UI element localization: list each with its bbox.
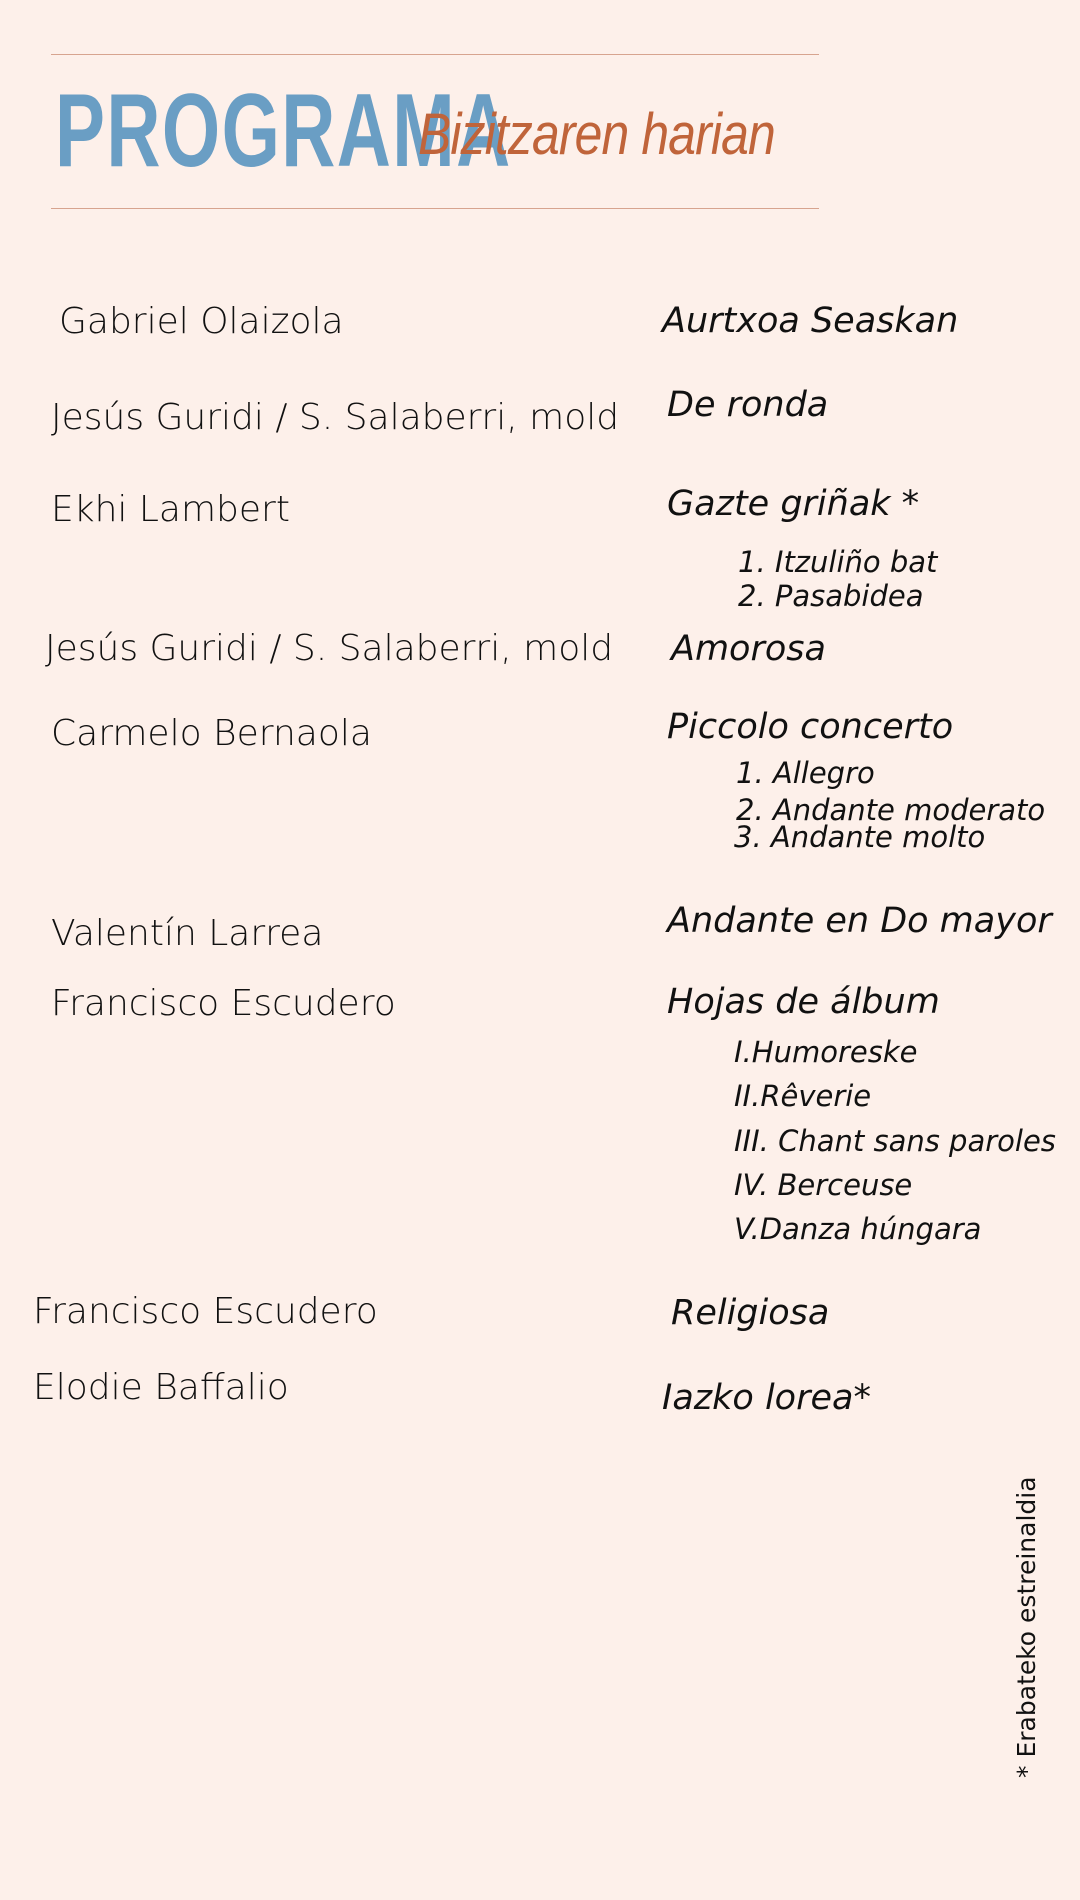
composer-name: Valentín Larrea: [51, 913, 324, 954]
composer-name: Francisco Escudero: [51, 983, 396, 1024]
header-bottom-rule: [51, 208, 819, 209]
work-title: Aurtxoa Seaskan: [662, 301, 959, 341]
work-title: Gazte griñak *: [667, 484, 920, 524]
work-title: Piccolo concerto: [667, 707, 954, 747]
movement-item: 3. Andante molto: [734, 820, 986, 854]
movement-item: IV. Berceuse: [734, 1168, 913, 1202]
composer-name: Ekhi Lambert: [51, 489, 290, 530]
movement-item: I.Humoreske: [734, 1035, 918, 1069]
movement-item: II.Rêverie: [734, 1079, 872, 1113]
composer-name: Jesús Guridi / S. Salaberri, mold: [51, 397, 620, 438]
movement-item: 1. Allegro: [736, 756, 875, 790]
work-title: Andante en Do mayor: [667, 901, 1052, 941]
work-title: De ronda: [667, 385, 829, 425]
movement-item: 1. Itzuliño bat: [738, 545, 938, 579]
composer-name: Francisco Escudero: [33, 1291, 378, 1332]
composer-name: Gabriel Olaizola: [59, 301, 344, 342]
movement-item: 2. Andante moderato: [736, 793, 1046, 827]
movement-item: V.Danza húngara: [734, 1212, 982, 1246]
header-top-rule: [51, 54, 819, 55]
composer-name: Elodie Baffalio: [33, 1367, 289, 1408]
page-subtitle: Bizitzaren harian: [418, 102, 775, 167]
movement-item: III. Chant sans paroles: [734, 1124, 1056, 1158]
work-title: Hojas de álbum: [667, 982, 940, 1022]
work-title: Iazko lorea*: [662, 1378, 871, 1418]
movement-item: 2. Pasabidea: [738, 579, 924, 613]
work-title: Religiosa: [671, 1293, 830, 1333]
work-title: Amorosa: [671, 629, 826, 669]
composer-name: Jesús Guridi / S. Salaberri, mold: [45, 628, 614, 669]
page-title: PROGRAMA: [55, 73, 512, 189]
premiere-footnote: * Erabateko estreinaldia: [1012, 1476, 1041, 1778]
composer-name: Carmelo Bernaola: [51, 713, 372, 754]
